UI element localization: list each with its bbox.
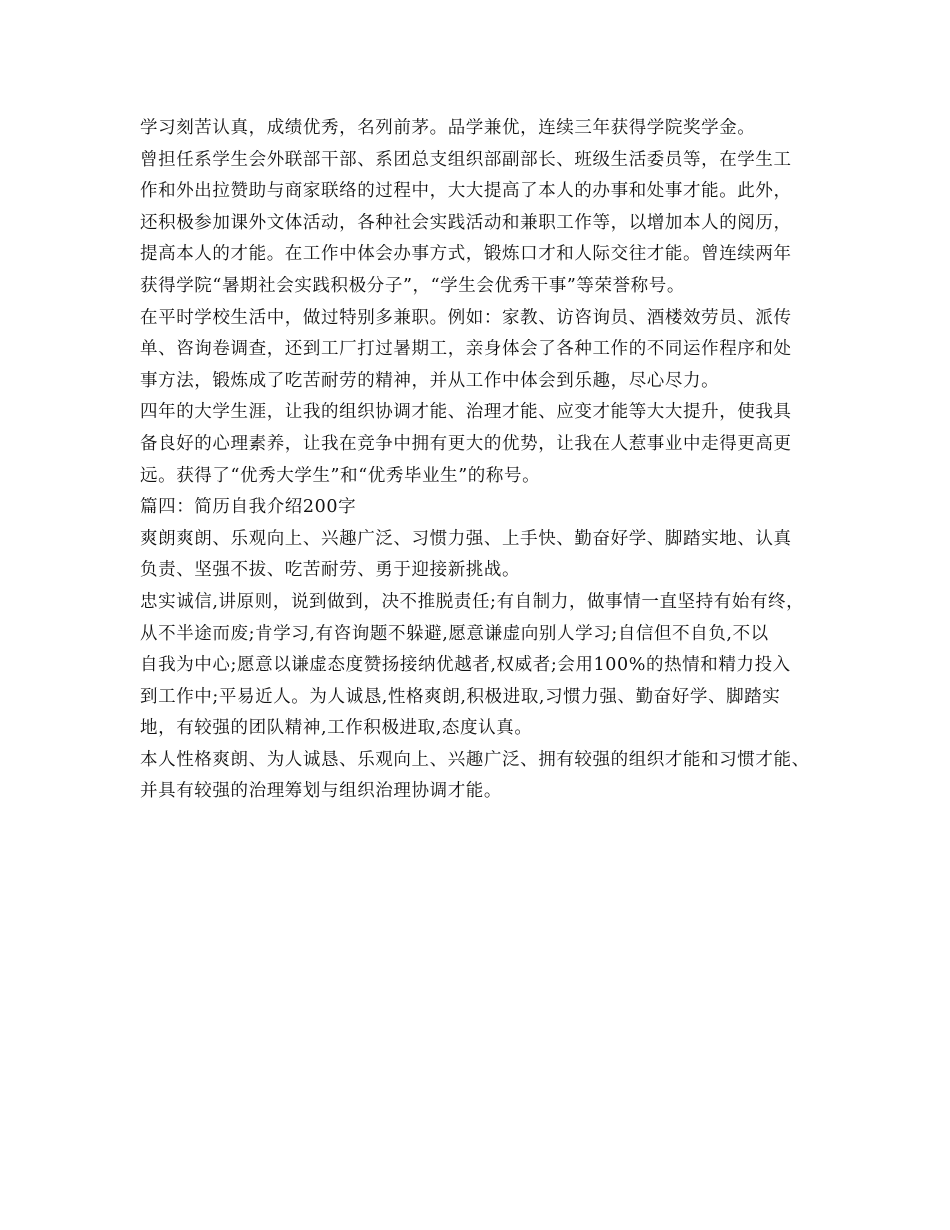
text-line-1: 学习刻苦认真，成绩优秀，名列前茅。品学兼优，连续三年获得学院奖学金。: [140, 118, 756, 138]
text-line-16: 忠实诚信,讲原则，说到做到，决不推脱责任;有自制力，做事情一直坚持有始有终，: [140, 591, 805, 612]
text-line-15: 负责、坚强不拔、吃苦耐劳、勇于迎接新挑战。: [140, 560, 521, 581]
text-line-12: 远。获得了“优秀大学生”和“优秀毕业生”的称号。: [140, 465, 541, 486]
text-line-9: 事方法，锻炼成了吃苦耐劳的精神，并从工作中体会到乐趣，尽心尽力。: [140, 370, 720, 391]
text-line-20: 地，有较强的团队精神,工作积极进取,态度认真。: [140, 718, 533, 739]
text-line-22: 并具有较强的治理筹划与组织治理协调才能。: [140, 781, 502, 802]
text-line-7: 在平时学校生活中，做过特别多兼职。例如：家教、访咨询员、酒楼效劳员、派传: [140, 307, 792, 328]
text-line-14: 爽朗爽朗、乐观向上、兴趣广泛、习惯力强、上手快、勤奋好学、脚踏实地、认真: [140, 528, 792, 549]
text-line-2: 曾担任系学生会外联部干部、系团总支组织部副部长、班级生活委员等，在学生工: [140, 149, 792, 170]
text-line-3: 作和外出拉赞助与商家联络的过程中，大大提高了本人的办事和处事才能。此外，: [140, 181, 792, 202]
text-line-10: 四年的大学生涯，让我的组织协调才能、治理才能、应变才能等大大提升，使我具: [140, 402, 792, 423]
text-line-5: 提高本人的才能。在工作中体会办事方式，锻炼口才和人际交往才能。曾连续两年: [140, 244, 792, 265]
document-body: [140, 113, 830, 808]
text-line-8: 单、咨询卷调查，还到工厂打过暑期工，亲身体会了各种工作的不同运作程序和处: [140, 339, 792, 360]
text-line-21: 本人性格爽朗、为人诚恳、乐观向上、兴趣广泛、拥有较强的组织才能和习惯才能、: [140, 749, 810, 770]
text-line-19: 到工作中;平易近人。为人诚恳,性格爽朗,积极进取,习惯力强、勤奋好学、脚踏实: [140, 686, 781, 707]
text-line-11: 备良好的心理素养，让我在竞争中拥有更大的优势，让我在人惹事业中走得更高更: [140, 433, 792, 454]
text-line-6: 获得学院“暑期社会实践积极分子”，“学生会优秀干事”等荣誉称号。: [140, 275, 685, 296]
section-heading: 篇四：简历自我介绍200字: [140, 497, 357, 518]
text-line-17: 从不半途而废;肯学习,有咨询题不躲避,愿意谦虚向别人学习;自信但不自负,不以: [140, 623, 769, 644]
text-line-18: 自我为中心;愿意以谦虚态度赞扬接纳优越者,权威者;会用100%的热情和精力投入: [140, 655, 791, 676]
text-line-4: 还积极参加课外文体活动，各种社会实践活动和兼职工作等，以增加本人的阅历，: [140, 212, 792, 233]
